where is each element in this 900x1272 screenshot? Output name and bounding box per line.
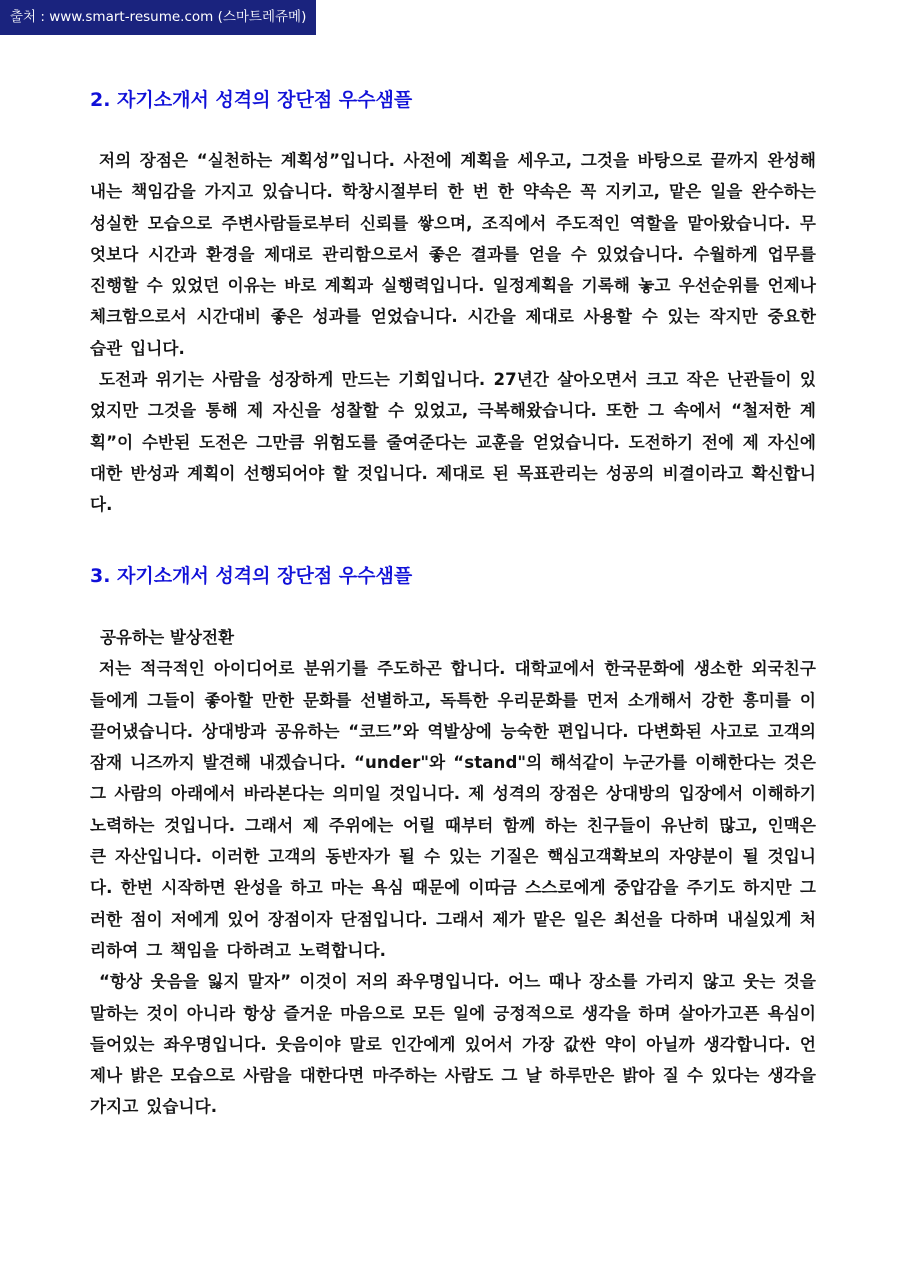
section-3-body (90, 622, 816, 1123)
subheading: 공유하는 발상전환 (100, 628, 235, 647)
paragraph: “항상 웃음을 잃지 말자” 이것이 저의 좌우명입니다. 어느 때나 장소를 가리지 않고 웃는 것을 말하는 것이 아니라 항상 즐거운 마음으로 모든 일에 긍정적으로 생각을 하며 살아가고픈 욕심이 들어있는 좌우명입니다. 웃음이야 말로 인간에게 있어서 가장 값싼 약이 아닐까 생각합니다. 언제나 밝은 모습으로 사람을 대한다면 마주하는 사람도 그 날 하루만은 밝아 질 수 있다는 생각을 가지고 있습니다. (90, 972, 816, 1117)
section-title-3: 3. 자기소개서 성격의 장단점 우수샘플 (90, 565, 413, 587)
paragraph: 저는 적극적인 아이디어로 분위기를 주도하곤 합니다. 대학교에서 한국문화에 생소한 외국친구들에게 그들이 좋아할 만한 문화를 선별하고, 독특한 우리문화를 먼저 소개해서 강한 흥미를 이끌어냈습니다. 상대방과 공유하는 “코드”와 역발상에 능숙한 편입니다. 다변화된 사고로 고객의 잠재 니즈까지 발견해 내겠습니다. “under"와 “stand"의 해석같이 누군가를 이해한다는 것은 그 사람의 아래에서 바라본다는 의미일 것입니다. 제 성격의 장점은 상대방의 입장에서 이해하기 노력하는 것입니다. 그래서 제 주위에는 어릴 때부터 함께 하는 친구들이 유난히 많고, 인맥은 큰 자산입니다. 이러한 고객의 동반자가 될 수 있는 기질은 핵심고객확보의 자양분이 될 것입니다. 한번 시작하면 완성을 하고 마는 욕심 때문에 이따금 스스로에게 중압감을 주기도 하지만 그러한 점이 저에게 있어 장점이자 단점입니다. 그래서 제가 맡은 일은 최선을 다하며 내실있게 처리하여 그 책임을 다하려고 노력합니다. (90, 659, 816, 960)
paragraph: 저의 장점은 “실천하는 계획성”입니다. 사전에 계획을 세우고, 그것을 바탕으로 끝까지 완성해 내는 책임감을 가지고 있습니다. 학창시절부터 한 번 한 약속은 꼭 지키고, 맡은 일을 완수하는 성실한 모습으로 주변사람들로부터 신뢰를 쌓으며, 조직에서 주도적인 역할을 맡아왔습니다. 무엇보다 시간과 환경을 제대로 관리함으로서 좋은 결과를 얻을 수 있었습니다. 수월하게 업무를 진행할 수 있었던 이유는 바로 계획과 실행력입니다. 일정계획을 기록해 놓고 우선순위를 언제나 체크함으로서 시간대비 좋은 성과를 얻었습니다. 시간을 제대로 사용할 수 있는 작지만 중요한 습관 입니다. (90, 151, 816, 358)
section-title-2: 2. 자기소개서 성격의 장단점 우수샘플 (90, 89, 413, 111)
source-banner: 출처 : www.smart-resume.com (스마트레쥬메) (0, 0, 316, 35)
paragraph: 도전과 위기는 사람을 성장하게 만드는 기회입니다. 27년간 살아오면서 크고 작은 난관들이 있었지만 그것을 통해 제 자신을 성찰할 수 있었고, 극복해왔습니다. 또한 그 속에서 “철저한 계획”이 수반된 도전은 그만큼 위험도를 줄여준다는 교훈을 얻었습니다. 도전하기 전에 제 자신에 대한 반성과 계획이 선행되어야 할 것입니다. 제대로 된 목표관리는 성공의 비결이라고 확신합니다. (90, 370, 816, 515)
section-2-body (90, 145, 816, 521)
